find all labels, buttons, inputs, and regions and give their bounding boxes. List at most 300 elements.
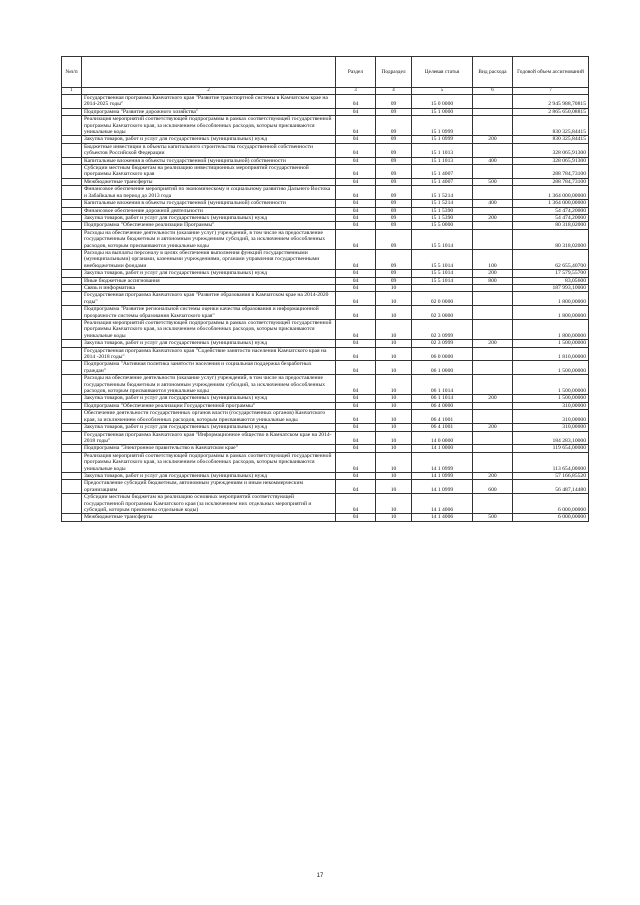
header-number: №п/п: [62, 57, 82, 88]
row-subsection: 10: [376, 494, 412, 514]
row-name: Подпрограмма "Развитие региональной системы оценки качества образования и информационной прозрачности системы образования Камчатского края": [82, 306, 336, 320]
row-amount: 119 654,00000: [513, 445, 589, 452]
row-subsection: 10: [376, 340, 412, 347]
table-row: [62, 222, 589, 229]
row-expense-type: [473, 431, 513, 445]
row-subsection: 09: [376, 222, 412, 229]
row-index: [62, 108, 82, 115]
row-name: Подпрограмма "Обеспечение реализации Государственной программы": [82, 402, 336, 409]
column-number: 7: [513, 88, 589, 95]
row-name: Финансовое обеспечение дорожной деятельности: [82, 207, 336, 214]
row-section: 04: [336, 347, 376, 361]
row-subsection: 10: [376, 320, 412, 340]
row-index: [62, 229, 82, 249]
row-expense-type: 600: [473, 480, 513, 494]
row-subsection: 09: [376, 136, 412, 143]
row-subsection: 10: [376, 410, 412, 424]
row-index: [62, 361, 82, 375]
row-name: Межбюджетные трансферты: [82, 178, 336, 185]
row-expense-type: [473, 229, 513, 249]
row-subsection: 09: [376, 207, 412, 214]
row-target-article: 15 5 1014: [412, 270, 473, 277]
row-name: Реализация мероприятий соответствующей подпрограммы в рамках соответствующей государственной программы Камчатского края, за исключением обособленных расходов, которым присваиваются уникальные коды: [82, 452, 336, 472]
row-section: 04: [336, 320, 376, 340]
row-target-article: 15 5 1014: [412, 249, 473, 269]
row-amount: 1 500,00000: [513, 361, 589, 375]
row-section: 04: [336, 143, 376, 157]
row-amount: 310,00000: [513, 424, 589, 431]
row-expense-type: [473, 306, 513, 320]
row-name: Межбюджетные трансферты: [82, 514, 336, 521]
table-row: [62, 431, 589, 445]
row-index: [62, 340, 82, 347]
row-name: Закупка товаров, работ и услуг для государственных (муниципальных) нужд: [82, 214, 336, 221]
row-expense-type: 200: [473, 214, 513, 221]
row-index: [62, 292, 82, 306]
row-amount: 6 000,00000: [513, 514, 589, 521]
row-index: [62, 165, 82, 179]
row-amount: 830 325,84415: [513, 136, 589, 143]
row-expense-type: [473, 320, 513, 340]
table-row: [62, 375, 589, 395]
row-amount: 1 800,00000: [513, 292, 589, 306]
row-subsection: 10: [376, 375, 412, 395]
row-amount: 1 500,00000: [513, 395, 589, 402]
row-amount: 1 364 000,00000: [513, 200, 589, 207]
row-subsection: 09: [376, 143, 412, 157]
row-name: Расходы на выплаты персоналу в целях обеспечения выполнения функций государственными (муниципальными) органами, казенными учреждениями, органами управления государственными внебюджетными фондами: [82, 249, 336, 269]
row-name: Государственная программа Камчатского края "Содействие занятости населения Камчатского края на 2014 -2018 годы": [82, 347, 336, 361]
row-target-article: 15 1 0999: [412, 116, 473, 136]
row-amount: 288 784,73100: [513, 165, 589, 179]
row-amount: 1 500,00000: [513, 340, 589, 347]
row-name: Подпрограмма "Активная политика занятости населения и социальная поддержка безработных граждан": [82, 361, 336, 375]
row-target-article: 02 3 0999: [412, 340, 473, 347]
table-row: [62, 424, 589, 431]
row-expense-type: [473, 494, 513, 514]
row-subsection: 09: [376, 229, 412, 249]
table-row: [62, 277, 589, 284]
column-number: 5: [412, 88, 473, 95]
row-name: Закупка товаров, работ и услуг для государственных (муниципальных) нужд: [82, 270, 336, 277]
row-target-article: 15 1 0999: [412, 136, 473, 143]
table-row: [62, 249, 589, 269]
row-subsection: 10: [376, 395, 412, 402]
row-index: [62, 143, 82, 157]
table-row: [62, 116, 589, 136]
row-subsection: 10: [376, 306, 412, 320]
row-section: 04: [336, 95, 376, 109]
row-expense-type: [473, 452, 513, 472]
table-row: [62, 229, 589, 249]
row-index: [62, 157, 82, 164]
row-section: 04: [336, 375, 376, 395]
row-amount: 2 945 988,70815: [513, 95, 589, 109]
header-name: [82, 57, 336, 88]
header-target-article: Целевая статья: [412, 57, 473, 88]
row-expense-type: 500: [473, 178, 513, 185]
row-amount: 1 810,00000: [513, 347, 589, 361]
row-target-article: 15 1 4007: [412, 178, 473, 185]
row-section: 04: [336, 472, 376, 479]
row-expense-type: 200: [473, 472, 513, 479]
row-target-article: 06 1 1014: [412, 375, 473, 395]
row-amount: 184 283,10000: [513, 431, 589, 445]
row-target-article: 14 1 0000: [412, 445, 473, 452]
row-section: 04: [336, 214, 376, 221]
row-index: [62, 95, 82, 109]
row-expense-type: 200: [473, 136, 513, 143]
row-amount: 62 655,40700: [513, 249, 589, 269]
row-name: Субсидии местным бюджетам на реализацию инвестиционных мероприятий государственной программы Камчатского края: [82, 165, 336, 179]
row-amount: 54 474,20000: [513, 207, 589, 214]
row-expense-type: 200: [473, 340, 513, 347]
table-row: [62, 452, 589, 472]
row-expense-type: 400: [473, 200, 513, 207]
row-expense-type: [473, 143, 513, 157]
row-section: 04: [336, 229, 376, 249]
row-amount: 54 474,20000: [513, 214, 589, 221]
row-expense-type: 200: [473, 270, 513, 277]
table-row: [62, 292, 589, 306]
table-row: [62, 347, 589, 361]
row-amount: 80 318,02000: [513, 222, 589, 229]
row-name: Реализация мероприятий соответствующей подпрограммы в рамках соответствующей государственной программы Камчатского края, за исключением обособленных расходов, которым присваиваются уникальные коды: [82, 116, 336, 136]
row-subsection: 10: [376, 480, 412, 494]
row-target-article: 06 1 0000: [412, 361, 473, 375]
row-expense-type: [473, 347, 513, 361]
row-section: 04: [336, 222, 376, 229]
table-row: [62, 108, 589, 115]
row-index: [62, 424, 82, 431]
row-section: 04: [336, 249, 376, 269]
row-section: 04: [336, 402, 376, 409]
row-subsection: 09: [376, 214, 412, 221]
row-name: Закупка товаров, работ и услуг для государственных (муниципальных) нужд: [82, 472, 336, 479]
row-subsection: 09: [376, 277, 412, 284]
row-section: 04: [336, 136, 376, 143]
row-index: [62, 410, 82, 424]
row-subsection: 10: [376, 361, 412, 375]
row-target-article: 15 1 4007: [412, 165, 473, 179]
row-amount: 328 065,91300: [513, 157, 589, 164]
row-index: [62, 200, 82, 207]
row-section: 04: [336, 207, 376, 214]
row-target-article: 06 4 1001: [412, 424, 473, 431]
row-name: Обеспечение деятельности государственных органов власти (государственных органов) Камчатского края, за исключением обособленных расходов, которым присваиваются уникальные коды: [82, 410, 336, 424]
row-target-article: 06 4 1001: [412, 410, 473, 424]
row-section: 04: [336, 116, 376, 136]
row-index: [62, 347, 82, 361]
row-subsection: 09: [376, 178, 412, 185]
row-index: [62, 207, 82, 214]
row-amount: 56 487,14480: [513, 480, 589, 494]
row-section: 04: [336, 361, 376, 375]
row-target-article: 15 1 1013: [412, 143, 473, 157]
row-section: 04: [336, 277, 376, 284]
row-name: Реализация мероприятий соответствующей подпрограммы в рамках соответствующей государственной программы Камчатского края, за исключением обособленных расходов, которым присваиваются уникальные коды: [82, 320, 336, 340]
table-row: [62, 340, 589, 347]
row-name: Подпрограмма "Развитие дорожного хозяйства": [82, 108, 336, 115]
row-expense-type: 500: [473, 514, 513, 521]
table-row: [62, 200, 589, 207]
row-subsection: 10: [376, 292, 412, 306]
header-expense-type: Вид расхода: [473, 57, 513, 88]
row-index: [62, 306, 82, 320]
table-row: [62, 165, 589, 179]
row-index: [62, 445, 82, 452]
row-index: [62, 452, 82, 472]
row-name: Предоставление субсидий бюджетным, автономным учреждениям и иным некоммерческим организациям: [82, 480, 336, 494]
row-subsection: 10: [376, 445, 412, 452]
table-row: [62, 480, 589, 494]
row-section: 04: [336, 445, 376, 452]
row-index: [62, 284, 82, 291]
row-target-article: 15 5 0000: [412, 222, 473, 229]
table-row: [62, 178, 589, 185]
column-number: 1: [62, 88, 82, 95]
row-subsection: 10: [376, 424, 412, 431]
row-section: 04: [336, 165, 376, 179]
row-target-article: 15 5 1014: [412, 277, 473, 284]
row-expense-type: [473, 222, 513, 229]
table-row: [62, 445, 589, 452]
row-subsection: 09: [376, 186, 412, 200]
row-target-article: [412, 284, 473, 291]
row-target-article: 06 4 0000: [412, 402, 473, 409]
row-section: 04: [336, 200, 376, 207]
row-name: Государственная программа Камчатского края "Развитие транспортной системы в Камчатском крае на 2014-2025 годы": [82, 95, 336, 109]
row-index: [62, 375, 82, 395]
row-index: [62, 116, 82, 136]
row-index: [62, 222, 82, 229]
row-section: 04: [336, 284, 376, 291]
row-subsection: 10: [376, 472, 412, 479]
row-expense-type: [473, 108, 513, 115]
row-expense-type: [473, 95, 513, 109]
row-section: 04: [336, 340, 376, 347]
table-row: [62, 361, 589, 375]
table-row: [62, 157, 589, 164]
row-index: [62, 214, 82, 221]
row-subsection: 10: [376, 431, 412, 445]
row-subsection: 09: [376, 95, 412, 109]
page-number: 17: [316, 873, 324, 879]
row-name: Субсидии местным бюджетам на реализацию основных мероприятий соответствующей государственной программы Камчатского края (за исключением них отдельных мероприятий и субсидий, которым присвоены отдельные коды): [82, 494, 336, 514]
table-row: [62, 207, 589, 214]
row-target-article: 06 0 0000: [412, 347, 473, 361]
row-expense-type: [473, 165, 513, 179]
budget-table: [61, 56, 589, 522]
row-target-article: 06 1 1014: [412, 395, 473, 402]
row-section: 04: [336, 178, 376, 185]
row-name: Связь и информатика: [82, 284, 336, 291]
row-name: Подпрограмма "Обеспечение реализации Программы": [82, 222, 336, 229]
row-amount: 187 993,10000: [513, 284, 589, 291]
row-amount: 2 865 650,08815: [513, 108, 589, 115]
row-subsection: 09: [376, 157, 412, 164]
row-index: [62, 136, 82, 143]
row-section: 04: [336, 157, 376, 164]
row-expense-type: [473, 207, 513, 214]
row-subsection: 09: [376, 165, 412, 179]
row-amount: 328 065,91300: [513, 143, 589, 157]
row-name: Бюджетные инвестиции в объекты капитального строительства государственной собственности субъектов Российской Федерации: [82, 143, 336, 157]
row-name: Государственная программа Камчатского края "Информационное общество в Камчатском крае на 2014-2018 годы": [82, 431, 336, 445]
table-row: [62, 214, 589, 221]
row-subsection: 10: [376, 402, 412, 409]
row-expense-type: 400: [473, 157, 513, 164]
row-section: 04: [336, 108, 376, 115]
table-body: [62, 88, 589, 522]
row-index: [62, 395, 82, 402]
row-index: [62, 514, 82, 521]
row-amount: 80 318,02000: [513, 229, 589, 249]
row-expense-type: 200: [473, 395, 513, 402]
table-row: [62, 395, 589, 402]
table-row: [62, 270, 589, 277]
header-annual-amount: Годовой объем ассигнований: [513, 57, 589, 88]
row-target-article: 14 1 4006: [412, 494, 473, 514]
table-row: [62, 320, 589, 340]
row-subsection: 09: [376, 116, 412, 136]
row-subsection: 10: [376, 284, 412, 291]
row-section: 04: [336, 395, 376, 402]
row-expense-type: [473, 375, 513, 395]
row-target-article: 15 0 0000: [412, 95, 473, 109]
header-row: [62, 57, 589, 88]
row-name: Капитальные вложения в объекты государственной (муниципальной) собственности: [82, 200, 336, 207]
row-target-article: 15 1 5214: [412, 186, 473, 200]
column-number: 3: [336, 88, 376, 95]
row-index: [62, 277, 82, 284]
table-row: [62, 514, 589, 521]
row-subsection: 09: [376, 270, 412, 277]
table-row: [62, 494, 589, 514]
row-amount: 17 579,55700: [513, 270, 589, 277]
row-name: Закупка товаров, работ и услуг для государственных (муниципальных) нужд: [82, 395, 336, 402]
row-amount: 310,00000: [513, 410, 589, 424]
row-target-article: 15 1 5214: [412, 200, 473, 207]
column-number: 4: [376, 88, 412, 95]
row-section: 04: [336, 292, 376, 306]
row-expense-type: [473, 361, 513, 375]
row-target-article: 14 1 0999: [412, 480, 473, 494]
row-amount: 1 364 000,00000: [513, 186, 589, 200]
row-expense-type: [473, 284, 513, 291]
row-name: Расходы на обеспечение деятельности (оказание услуг) учреждений, в том числе на предоставление государственным бюджетным и автономным учреждениям субсидий, за исключением обособленных расходов, которым присваиваются уникальные коды: [82, 375, 336, 395]
table-row: [62, 136, 589, 143]
row-section: 04: [336, 410, 376, 424]
row-section: 04: [336, 514, 376, 521]
row-target-article: 15 1 1013: [412, 157, 473, 164]
row-target-article: 02 0 0000: [412, 292, 473, 306]
row-index: [62, 494, 82, 514]
row-subsection: 09: [376, 249, 412, 269]
row-section: 04: [336, 306, 376, 320]
row-target-article: 14 1 0999: [412, 472, 473, 479]
row-section: 04: [336, 186, 376, 200]
row-name: Государственная программа Камчатского края "Развитие образования в Камчатском крае на 2014-2020 годы": [82, 292, 336, 306]
column-number-row: [62, 88, 589, 95]
row-target-article: 15 1 5390: [412, 214, 473, 221]
table-row: [62, 402, 589, 409]
table-row: [62, 306, 589, 320]
row-target-article: 15 1 0000: [412, 108, 473, 115]
row-expense-type: [473, 116, 513, 136]
row-name: Закупка товаров, работ и услуг для государственных (муниципальных) нужд: [82, 340, 336, 347]
row-index: [62, 480, 82, 494]
row-target-article: 15 1 5390: [412, 207, 473, 214]
row-index: [62, 186, 82, 200]
row-section: 04: [336, 431, 376, 445]
row-name: Иные бюджетные ассигнования: [82, 277, 336, 284]
row-target-article: 02 3 0999: [412, 320, 473, 340]
row-target-article: 14 0 0000: [412, 431, 473, 445]
row-section: 04: [336, 480, 376, 494]
row-expense-type: [473, 186, 513, 200]
header-section: Раздел: [336, 57, 376, 88]
column-number: 6: [473, 88, 513, 95]
row-expense-type: 200: [473, 424, 513, 431]
row-expense-type: 800: [473, 277, 513, 284]
row-name: Капитальные вложения в объекты государственной (муниципальной) собственности: [82, 157, 336, 164]
row-index: [62, 270, 82, 277]
row-amount: 1 800,00000: [513, 306, 589, 320]
row-index: [62, 402, 82, 409]
table-row: [62, 410, 589, 424]
row-subsection: 10: [376, 452, 412, 472]
table-row: [62, 186, 589, 200]
row-section: 04: [336, 494, 376, 514]
column-number: 2: [82, 88, 336, 95]
row-index: [62, 249, 82, 269]
row-section: 04: [336, 270, 376, 277]
row-amount: 288 784,73100: [513, 178, 589, 185]
row-expense-type: [473, 402, 513, 409]
row-target-article: 15 5 1014: [412, 229, 473, 249]
row-target-article: 14 1 0999: [412, 452, 473, 472]
row-expense-type: [473, 445, 513, 452]
table-row: [62, 95, 589, 109]
row-expense-type: 100: [473, 249, 513, 269]
row-amount: 6 000,00000: [513, 494, 589, 514]
row-target-article: 02 3 0000: [412, 306, 473, 320]
row-target-article: 14 1 4006: [412, 514, 473, 521]
header-subsection: Подраздел: [376, 57, 412, 88]
row-name: Закупка товаров, работ и услуг для государственных (муниципальных) нужд: [82, 424, 336, 431]
row-index: [62, 431, 82, 445]
row-name: Расходы на обеспечение деятельности (оказание услуг) учреждений, в том числе на предоставление государственным бюджетным и автономным учреждениям субсидий, за исключением обособленных расходов, которым присваиваются уникальные коды: [82, 229, 336, 249]
row-index: [62, 472, 82, 479]
table-row: [62, 284, 589, 291]
budget-sheet: [61, 56, 588, 522]
row-amount: 310,00000: [513, 402, 589, 409]
row-amount: 83,05600: [513, 277, 589, 284]
row-amount: 1 800,00000: [513, 320, 589, 340]
row-subsection: 10: [376, 514, 412, 521]
row-section: 04: [336, 452, 376, 472]
row-name: Закупка товаров, работ и услуг для государственных (муниципальных) нужд: [82, 136, 336, 143]
row-section: 04: [336, 424, 376, 431]
row-amount: 830 325,84415: [513, 116, 589, 136]
row-subsection: 10: [376, 347, 412, 361]
row-amount: 113 654,00000: [513, 452, 589, 472]
table-row: [62, 472, 589, 479]
row-index: [62, 178, 82, 185]
row-subsection: 09: [376, 108, 412, 115]
row-amount: 1 500,00000: [513, 375, 589, 395]
